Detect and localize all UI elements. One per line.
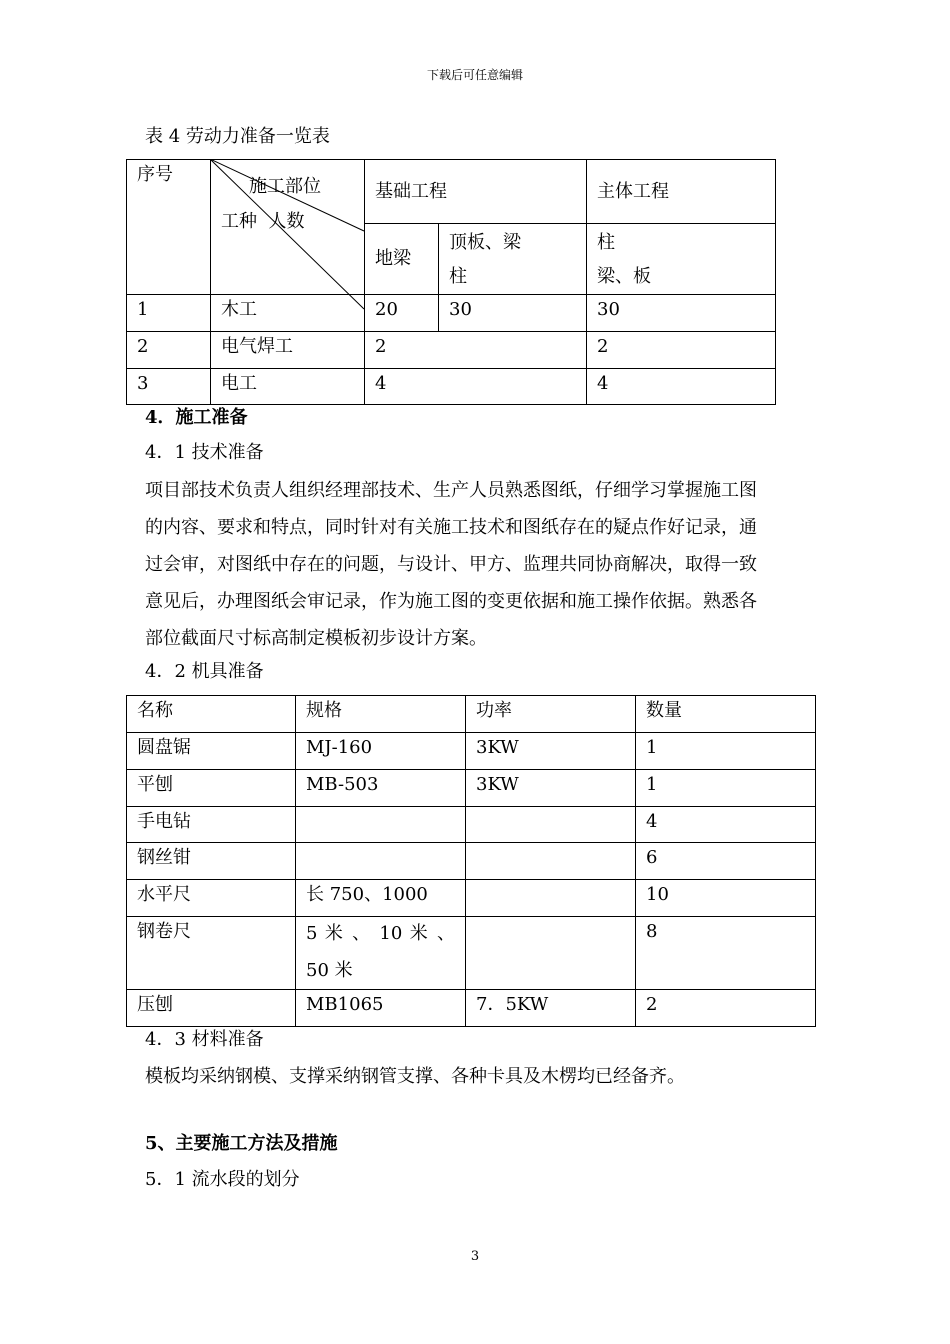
section-4-title: 4．施工准备 <box>145 407 248 428</box>
paragraph-line: 项目部技术负责人组织经理部技术、生产人员熟悉图纸，仔细学习掌握施工图 <box>145 480 757 501</box>
section-5-1-title: 5．1 流水段的划分 <box>145 1169 300 1190</box>
paragraph-line: 部位截面尺寸标高制定模板初步设计方案。 <box>145 628 487 649</box>
table-row: 圆盘锯 MJ-160 3KW 1 <box>127 733 816 770</box>
section-5-title: 5、主要施工方法及措施 <box>145 1133 338 1154</box>
table-row: 钢丝钳 6 <box>127 843 816 880</box>
section-4-3-title: 4．3 材料准备 <box>145 1029 264 1050</box>
section-4-2-title: 4．2 机具准备 <box>145 661 264 682</box>
header-roof-beam-column: 顶板、梁 柱 <box>439 224 587 295</box>
material-prep-text: 模板均采纳钢模、支撑采纳钢管支撑、各种卡具及木楞均已经备齐。 <box>145 1066 685 1087</box>
table-row: 压刨 MB1065 7．5KW 2 <box>127 990 816 1027</box>
header-part-label: 施工部位 <box>249 176 321 197</box>
table-header-row: 名称 规格 功率 数量 <box>127 696 816 733</box>
equipment-table <box>126 695 816 1027</box>
paragraph-line: 的内容、要求和特点，同时针对有关施工技术和图纸存在的疑点作好记录，通 <box>145 517 757 538</box>
header-diagonal-lines <box>210 159 366 311</box>
header-seq: 序号 <box>127 160 211 295</box>
table-row: 1 木工 20 30 30 <box>127 295 776 332</box>
table-row: 3 电工 4 4 <box>127 369 776 405</box>
table-row: 平刨 MB-503 3KW 1 <box>127 770 816 807</box>
table-row: 水平尺 长 750、1000 10 <box>127 880 816 917</box>
page-header: 下载后可任意编辑 <box>426 68 523 82</box>
table4-caption: 表 4 劳动力准备一览表 <box>145 126 330 147</box>
table-row: 2 电气焊工 2 2 <box>127 332 776 369</box>
header-column-beam-slab: 柱 梁、板 <box>587 224 776 295</box>
paragraph-line: 过会审，对图纸中存在的问题，与设计、甲方、监理共同协商解决，取得一致 <box>145 554 757 575</box>
header-foundation: 基础工程 <box>365 160 587 224</box>
table-row: 钢卷尺 5 米 、 10 米 、 50 米 8 <box>127 917 816 990</box>
paragraph-line: 意见后，办理图纸会审记录，作为施工图的变更依据和施工操作依据。熟悉各 <box>145 591 757 612</box>
tech-prep-paragraph <box>145 472 807 657</box>
header-main-structure: 主体工程 <box>587 160 776 224</box>
page-number: 3 <box>470 1249 480 1264</box>
table-row: 手电钻 4 <box>127 807 816 843</box>
header-ground-beam: 地梁 <box>365 224 439 295</box>
section-4-1-title: 4．1 技术准备 <box>145 442 264 463</box>
header-trade-label: 工种 人数 <box>221 211 305 232</box>
